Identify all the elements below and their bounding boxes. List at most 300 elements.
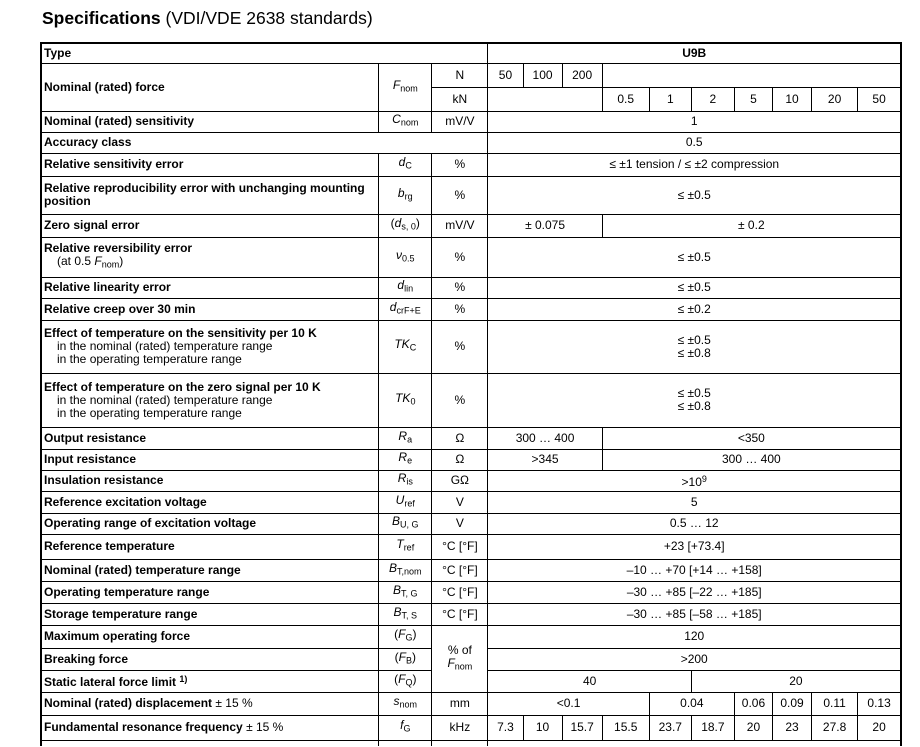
storage-temperature-range-symbol <box>379 603 432 625</box>
cutoff-row-label <box>41 740 379 746</box>
text-segment: F <box>94 254 102 269</box>
input-resistance-value-1 <box>602 449 901 470</box>
value-line <box>605 453 898 466</box>
value-line <box>565 721 600 734</box>
text-segment: T, G <box>401 588 418 599</box>
accuracy-class-value-0 <box>488 132 901 153</box>
text-segment: ≤ ±0.5 <box>677 187 711 202</box>
unit-line <box>434 586 485 599</box>
param-name-line <box>44 407 376 420</box>
nominal-displacement-value-2 <box>734 692 772 715</box>
reference-excitation-voltage-value-0 <box>488 491 901 513</box>
text-segment: s <box>393 694 400 709</box>
unit-line <box>434 564 485 577</box>
reference-temperature-unit <box>432 534 488 559</box>
unit-line <box>434 608 485 621</box>
text-segment: Nominal (rated) displacement <box>44 696 216 710</box>
text-segment: ( <box>394 627 399 642</box>
value-line <box>737 721 770 734</box>
spec-row-excitation-voltage-range <box>41 513 901 534</box>
text-segment: Output resistance <box>44 430 147 445</box>
specifications-table <box>40 42 902 746</box>
unit-line <box>434 158 485 171</box>
param-name-line <box>44 81 376 94</box>
text-segment: °C [°F] <box>442 562 478 577</box>
cutoff-row-value-0 <box>488 740 901 746</box>
text-segment: V <box>455 516 464 530</box>
nominal-force-kn-value-7 <box>858 87 901 111</box>
text-segment: rg <box>404 191 413 202</box>
output-resistance-label <box>41 427 379 449</box>
value-line <box>775 697 809 710</box>
text-segment: 120 <box>684 629 705 643</box>
unit-line <box>434 697 485 710</box>
text-segment: ) <box>412 627 417 642</box>
spec-row-storage-temperature-range <box>41 603 901 625</box>
storage-temperature-range-unit <box>432 603 488 625</box>
text-segment: 23 <box>785 720 799 734</box>
text-segment: Type <box>44 45 72 60</box>
spec-row-fundamental-resonance-frequency <box>41 715 901 740</box>
text-segment: °C [°F] <box>442 584 478 599</box>
zero-signal-error-label <box>41 214 379 237</box>
text-segment: % <box>454 392 466 407</box>
text-segment: 20 <box>827 91 842 106</box>
relative-linearity-error-symbol <box>379 277 432 298</box>
value-line <box>694 675 898 688</box>
text-segment: R <box>398 428 408 443</box>
text-segment: F <box>447 655 455 670</box>
unit-line <box>434 644 485 657</box>
text-segment: crF+E <box>396 305 421 316</box>
relative-reversibility-error-value-0 <box>488 237 901 277</box>
nominal-force-kn-value-5 <box>772 87 811 111</box>
fundamental-resonance-frequency-value-2 <box>562 715 602 740</box>
text-segment: B <box>389 560 398 575</box>
reference-temperature-symbol <box>379 534 432 559</box>
temp-effect-sensitivity-value-0 <box>488 320 901 373</box>
text-segment: F <box>398 671 406 686</box>
text-segment: % <box>454 157 466 171</box>
text-segment: d <box>389 299 397 314</box>
nominal-force-kn-value-4 <box>734 87 772 111</box>
operating-temperature-range-label <box>41 581 379 603</box>
param-name-line <box>44 432 376 445</box>
param-name-line <box>44 630 376 643</box>
value-line <box>490 400 898 413</box>
text-segment: ± 0.075 <box>525 218 566 232</box>
spec-row-nominal-force-n <box>41 63 901 87</box>
text-segment: ≤ ±0.5 <box>677 332 711 347</box>
param-name-line <box>44 353 376 366</box>
text-segment: –10 … +70 [+14 … +158] <box>626 562 762 577</box>
text-segment: f <box>400 718 404 733</box>
reference-temperature-value-0 <box>488 534 901 559</box>
spec-row-type-header <box>41 43 901 63</box>
text-segment: Reference temperature <box>44 539 175 553</box>
text-segment: Operating range of excitation voltage <box>44 516 257 530</box>
static-lateral-force-limit-symbol <box>379 670 432 692</box>
static-lateral-force-limit-label <box>41 670 379 692</box>
maximum-operating-force-label <box>41 625 379 648</box>
text-segment: Effect of temperature on the zero signal per 10 K <box>44 379 321 394</box>
text-segment: Breaking force <box>44 651 129 666</box>
zero-signal-error-unit <box>432 214 488 237</box>
nominal-temperature-range-value-0 <box>488 559 901 581</box>
value-line <box>490 630 898 643</box>
unit-line <box>434 394 485 407</box>
text-segment: °C [°F] <box>442 606 478 621</box>
type-header-label <box>41 43 488 63</box>
nominal-force-n-unit <box>432 63 488 87</box>
value-line <box>490 251 898 264</box>
value-line <box>605 219 898 232</box>
fundamental-resonance-frequency-value-3 <box>602 715 649 740</box>
fundamental-resonance-frequency-value-1 <box>523 715 562 740</box>
nominal-displacement-value-3 <box>772 692 811 715</box>
unit-line <box>434 432 485 445</box>
value-line <box>605 432 898 445</box>
text-segment: Insulation resistance <box>44 473 164 487</box>
text-segment: U, G <box>400 519 419 530</box>
text-segment: Input resistance <box>44 452 137 466</box>
value-line <box>490 697 646 710</box>
output-resistance-value-0 <box>488 427 602 449</box>
temp-effect-zero-signal-symbol <box>379 373 432 427</box>
text-segment: in the operating temperature range <box>57 405 242 420</box>
nominal-force-kn-value-0 <box>488 87 602 111</box>
breaking-force-value-0 <box>488 648 901 670</box>
nominal-force-n-value-2 <box>562 63 602 87</box>
text-segment: 50 <box>498 67 513 82</box>
text-segment: 300 … 400 <box>515 430 575 445</box>
text-segment: C <box>405 160 412 171</box>
spec-row-reference-temperature <box>41 534 901 559</box>
text-segment: kN <box>452 91 468 106</box>
nominal-sensitivity-label <box>41 111 379 132</box>
spec-row-relative-reversibility-error <box>41 237 901 277</box>
excitation-voltage-range-unit <box>432 513 488 534</box>
value-line <box>490 586 898 599</box>
text-segment: 0.04 <box>680 696 704 710</box>
output-resistance-symbol <box>379 427 432 449</box>
unit-line <box>434 340 485 353</box>
spec-row-insulation-resistance <box>41 470 901 491</box>
text-segment: ≤ ±0.5 <box>677 249 711 264</box>
param-name-line <box>44 517 376 530</box>
value-line <box>526 69 560 82</box>
text-segment: >10 <box>681 474 702 489</box>
unit-line <box>434 93 485 106</box>
text-segment: lin <box>404 283 414 294</box>
accuracy-class-label <box>41 132 488 153</box>
spec-row-nominal-sensitivity <box>41 111 901 132</box>
text-segment: % <box>454 249 466 264</box>
text-segment: –30 … +85 [–22 … +185] <box>626 584 762 599</box>
text-segment: ) <box>119 254 124 269</box>
text-segment: 0.09 <box>780 696 804 710</box>
param-name-line <box>44 182 376 208</box>
text-segment: ν <box>396 247 403 262</box>
nominal-temperature-range-symbol <box>379 559 432 581</box>
text-segment: 7.3 <box>497 720 514 734</box>
relative-sensitivity-error-label <box>41 153 379 176</box>
value-line <box>490 347 898 360</box>
spec-row-accuracy-class <box>41 132 901 153</box>
text-segment: ≤ ±0.2 <box>677 301 711 316</box>
text-segment: e <box>407 455 413 466</box>
text-segment: nom <box>399 699 418 710</box>
text-segment: % <box>454 301 466 316</box>
text-segment: C <box>409 342 417 353</box>
input-resistance-label <box>41 449 379 470</box>
text-segment: ± 15 % <box>246 720 284 734</box>
excitation-voltage-range-label <box>41 513 379 534</box>
spec-row-relative-sensitivity-error <box>41 153 901 176</box>
text-segment: 1) <box>179 674 188 684</box>
spec-row-input-resistance <box>41 449 901 470</box>
text-segment: d <box>398 155 406 170</box>
text-segment: 0.5 … 12 <box>669 516 719 530</box>
fundamental-resonance-frequency-value-9 <box>858 715 901 740</box>
nominal-force-n-symbol <box>379 63 432 111</box>
text-segment: in the nominal (rated) temperature range <box>57 339 273 353</box>
relative-creep-symbol <box>379 298 432 320</box>
spec-row-temp-effect-sensitivity <box>41 320 901 373</box>
relative-reversibility-error-symbol <box>379 237 432 277</box>
nominal-displacement-value-0 <box>488 692 649 715</box>
text-segment: 10 <box>785 91 799 106</box>
text-segment: d <box>397 278 405 293</box>
text-segment: >345 <box>531 452 559 466</box>
storage-temperature-range-value-0 <box>488 603 901 625</box>
nominal-displacement-value-4 <box>812 692 858 715</box>
value-line <box>814 721 855 734</box>
relative-reproducibility-error-label <box>41 176 379 214</box>
reference-temperature-label <box>41 534 379 559</box>
param-name-line <box>44 47 485 60</box>
output-resistance-value-1 <box>602 427 901 449</box>
text-segment: 23.7 <box>658 720 682 734</box>
maximum-operating-force-symbol <box>379 625 432 648</box>
insulation-resistance-unit <box>432 470 488 491</box>
nominal-displacement-value-5 <box>858 692 901 715</box>
fundamental-resonance-frequency-label <box>41 715 379 740</box>
relative-creep-unit <box>432 298 488 320</box>
text-segment: T, S <box>401 610 418 621</box>
excitation-voltage-range-symbol <box>379 513 432 534</box>
nominal-force-kn-value-2 <box>649 87 691 111</box>
spec-row-maximum-operating-force <box>41 625 901 648</box>
nominal-force-n-value-3 <box>602 63 901 87</box>
nominal-force-kn-value-1 <box>602 87 649 111</box>
text-segment: Relative creep over 30 min <box>44 301 196 316</box>
param-name-line <box>44 453 376 466</box>
unit-line <box>434 189 485 202</box>
text-segment: GΩ <box>450 473 470 487</box>
relative-linearity-error-unit <box>432 277 488 298</box>
operating-temperature-range-symbol <box>379 581 432 603</box>
spec-row-relative-reproducibility-error <box>41 176 901 214</box>
text-segment: TK <box>394 337 410 352</box>
text-segment: mV/V <box>445 114 475 128</box>
text-segment: 0.5 <box>402 253 415 264</box>
text-segment: % <box>454 187 466 202</box>
param-name-line <box>44 697 376 710</box>
text-segment: U9B <box>682 45 707 60</box>
value-line <box>490 453 599 466</box>
text-segment: B <box>405 655 412 666</box>
value-line <box>490 432 599 445</box>
text-segment: kHz <box>449 720 471 734</box>
maximum-operating-force-unit <box>432 625 488 692</box>
operating-temperature-range-value-0 <box>488 581 901 603</box>
fundamental-resonance-frequency-value-5 <box>691 715 734 740</box>
text-segment: 0.5 <box>685 135 703 149</box>
param-name-line <box>44 496 376 509</box>
text-segment: ( <box>394 649 399 664</box>
nominal-displacement-unit <box>432 692 488 715</box>
value-line <box>490 136 898 149</box>
text-segment: a <box>407 434 413 445</box>
text-segment: ref <box>403 542 415 553</box>
value-line <box>737 93 770 106</box>
param-name-line <box>44 540 376 553</box>
value-line <box>694 721 732 734</box>
text-segment: 27.8 <box>822 720 847 734</box>
nominal-force-n-value-0 <box>488 63 523 87</box>
value-line <box>490 564 898 577</box>
text-segment: Q <box>405 677 413 688</box>
text-segment: ≤ ±0.5 <box>677 386 711 400</box>
relative-creep-label <box>41 298 379 320</box>
param-name-line <box>44 303 376 316</box>
text-segment: 100 <box>532 67 553 82</box>
value-line <box>652 697 732 710</box>
value-line <box>490 281 898 294</box>
title-suffix: (VDI/VDE 2638 standards) <box>160 8 373 28</box>
text-segment: 0.06 <box>741 696 766 710</box>
text-segment: ≤ ±0.5 <box>677 280 711 294</box>
param-name-line <box>44 281 376 294</box>
text-segment: <350 <box>737 430 765 445</box>
page-title <box>42 7 373 29</box>
value-line <box>814 697 855 710</box>
param-name-line <box>44 564 376 577</box>
type-header-value-0 <box>488 43 901 63</box>
text-segment: 15.5 <box>614 720 638 734</box>
text-segment: °C [°F] <box>442 539 478 553</box>
text-segment: Fundamental resonance frequency <box>44 720 247 734</box>
text-segment: F <box>398 649 406 664</box>
unit-line <box>434 251 485 264</box>
text-segment: Accuracy class <box>44 135 132 149</box>
text-segment: Nominal (rated) force <box>44 79 165 94</box>
text-segment: in the operating temperature range <box>57 352 242 366</box>
cutoff-row-unit <box>432 740 488 746</box>
text-segment: ≤ ±0.8 <box>677 399 711 413</box>
text-segment: nom <box>101 259 120 270</box>
nominal-force-kn-value-3 <box>691 87 734 111</box>
text-segment: d <box>394 216 402 231</box>
text-segment: ± 0.2 <box>738 218 765 232</box>
storage-temperature-range-label <box>41 603 379 625</box>
text-segment: (at 0.5 <box>57 254 95 269</box>
title-main: Specifications <box>42 8 161 28</box>
param-name-line <box>44 721 376 734</box>
value-line <box>775 721 809 734</box>
value-line <box>605 93 647 106</box>
static-lateral-force-limit-value-0 <box>488 670 691 692</box>
value-line <box>526 721 560 734</box>
unit-line <box>434 474 485 487</box>
relative-reversibility-error-unit <box>432 237 488 277</box>
value-line <box>490 115 898 128</box>
zero-signal-error-value-1 <box>602 214 901 237</box>
value-line <box>490 303 898 316</box>
text-segment: ≤ ±0.8 <box>677 345 711 360</box>
nominal-displacement-symbol <box>379 692 432 715</box>
text-segment: Reference excitation voltage <box>44 494 207 509</box>
unit-line <box>434 496 485 509</box>
static-lateral-force-limit-value-1 <box>691 670 901 692</box>
text-segment: B <box>393 604 402 619</box>
nominal-temperature-range-label <box>41 559 379 581</box>
relative-linearity-error-value-0 <box>488 277 901 298</box>
text-segment: ref <box>404 498 415 509</box>
text-segment: F <box>398 627 406 642</box>
unit-line <box>434 219 485 232</box>
text-segment: ) <box>411 649 416 664</box>
unit-line <box>434 517 485 530</box>
param-name-line <box>44 474 376 487</box>
text-segment: B <box>392 514 401 529</box>
text-segment: Storage temperature range <box>44 606 198 621</box>
temp-effect-zero-signal-label <box>41 373 379 427</box>
text-segment: Relative linearity error <box>44 280 171 294</box>
fundamental-resonance-frequency-unit <box>432 715 488 740</box>
value-line <box>490 540 898 553</box>
value-line <box>814 93 855 106</box>
value-line <box>490 517 898 530</box>
text-segment: 2 <box>709 91 717 106</box>
text-segment: nom <box>400 117 419 128</box>
text-segment: 0 <box>410 396 416 407</box>
text-segment: Relative reversibility error <box>44 241 193 256</box>
text-segment: G <box>403 723 411 734</box>
text-segment: 40 <box>582 673 597 688</box>
relative-sensitivity-error-symbol <box>379 153 432 176</box>
unit-line <box>434 281 485 294</box>
text-segment: s, 0 <box>401 221 416 232</box>
fundamental-resonance-frequency-value-7 <box>772 715 811 740</box>
nominal-force-n-value-1 <box>523 63 562 87</box>
param-name-line <box>44 136 485 149</box>
fundamental-resonance-frequency-symbol <box>379 715 432 740</box>
text-segment: % <box>454 280 466 294</box>
text-segment: G <box>405 632 413 643</box>
text-segment: >200 <box>680 651 708 666</box>
unit-line <box>434 303 485 316</box>
fundamental-resonance-frequency-value-0 <box>488 715 523 740</box>
insulation-resistance-label <box>41 470 379 491</box>
nominal-sensitivity-symbol <box>379 111 432 132</box>
zero-signal-error-value-0 <box>488 214 602 237</box>
fundamental-resonance-frequency-value-4 <box>649 715 691 740</box>
nominal-temperature-range-unit <box>432 559 488 581</box>
spec-row-operating-temperature-range <box>41 581 901 603</box>
unit-line <box>434 69 485 82</box>
